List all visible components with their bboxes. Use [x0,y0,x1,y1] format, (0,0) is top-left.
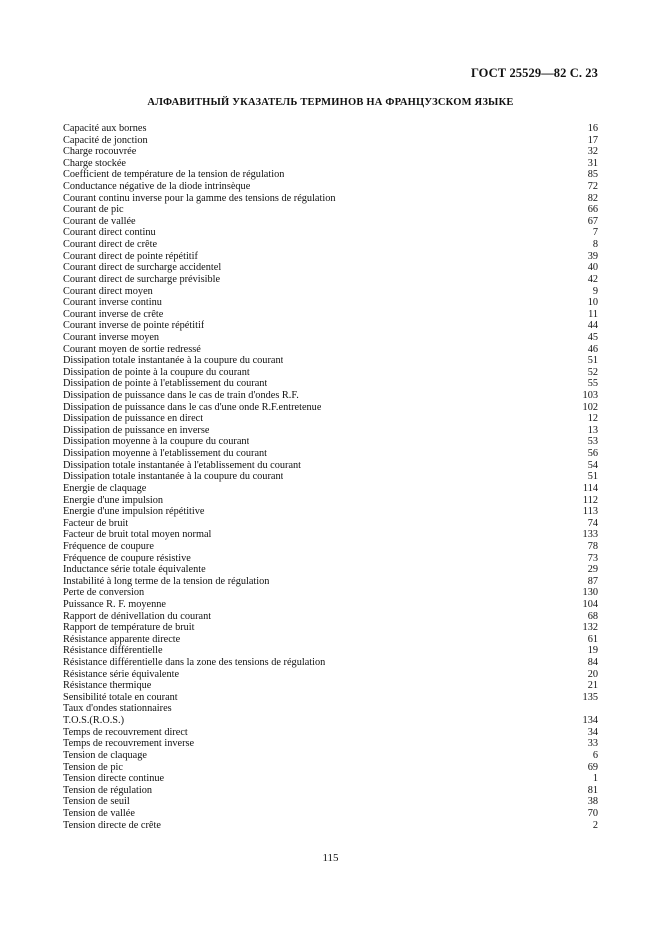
index-entry [63,320,598,332]
index-entry-page: 31 [587,157,598,169]
index-entry-term: Capacité de jonction [63,134,148,146]
index-entry [63,367,598,379]
index-entry-page: 17 [587,134,598,146]
index-entry-page: 52 [587,366,598,378]
index-entry [63,808,598,820]
index-entry-page: 102 [582,401,598,413]
index-entry-term: Instabilité à long terme de la tension de régulation [63,575,270,587]
index-entry-page: 130 [582,587,598,599]
index-entry-page: 32 [587,146,598,158]
index-entry-page: 7 [592,227,598,239]
index-entry [63,355,598,367]
index-entry [63,344,598,356]
index-entry-term: Courant inverse de pointe répétitif [63,320,205,332]
index-entry-term: Dissipation totale instantanée à l'etablissement du courant [63,459,302,471]
index-entry [63,251,598,263]
index-entry-term: Facteur de bruit total moyen normal [63,529,212,541]
index-entry [63,402,598,414]
index-entry-page: 87 [587,575,598,587]
index-entry-page: 68 [587,610,598,622]
index-entry-page: 40 [587,262,598,274]
index-entry [63,239,598,251]
index-entry-page: 54 [587,459,598,471]
index-entry-term: Dissipation totale instantanée à la coupure du courant [63,471,284,483]
index-entry [63,436,598,448]
index-entry-term: Courant de vallée [63,215,136,227]
index-entry-term: Sensibilité totale en courant [63,691,178,703]
index-entry [63,123,598,135]
index-entry [63,715,598,727]
index-entry-page: 135 [582,691,598,703]
index-entry-page: 69 [587,761,598,773]
index-entry-term: Charge stockée [63,157,126,169]
index-entry [63,378,598,390]
index-entry [63,680,598,692]
index-entry [63,587,598,599]
index-entry-term: Courant inverse continu [63,297,162,309]
index-entry-page: 81 [587,784,598,796]
index-entry [63,297,598,309]
index-entry-page: 103 [582,390,598,402]
index-entry [63,332,598,344]
term-index-list [63,123,598,831]
index-entry-page: 45 [587,331,598,343]
index-entry [63,448,598,460]
index-entry-term: Tension directe continue [63,773,165,785]
index-entry-term: Tension de vallée [63,807,135,819]
index-entry-page: 133 [582,529,598,541]
index-entry-page: 82 [587,192,598,204]
index-entry-term: Capacité aux bornes [63,123,147,134]
page-number: 115 [322,852,339,864]
index-entry-page: 85 [587,169,598,181]
index-entry-page: 67 [587,215,598,227]
index-entry [63,599,598,611]
index-entry-term: Courant direct continu [63,227,156,239]
index-entry [63,262,598,274]
index-entry-page: 112 [582,494,598,506]
index-entry [63,204,598,216]
index-entry [63,634,598,646]
index-entry [63,460,598,472]
index-entry [63,483,598,495]
index-entry-page: 74 [587,517,598,529]
index-entry [63,309,598,321]
index-title: АЛФАВИТНЫЙ УКАЗАТЕЛЬ ТЕРМИНОВ НА ФРАНЦУЗСКОМ ЯЗЫКЕ [147,97,514,108]
index-entry [63,657,598,669]
index-entry [63,495,598,507]
index-entry [63,529,598,541]
index-entry-term: Courant direct moyen [63,285,153,297]
index-entry-page: 2 [592,819,598,831]
index-entry-page: 10 [587,297,598,309]
index-entry-page: 55 [587,378,598,390]
index-entry-term: Courant direct de crête [63,239,158,251]
index-entry-page: 70 [587,807,598,819]
index-entry [63,135,598,147]
index-entry [63,669,598,681]
index-entry-page: 51 [587,355,598,367]
index-entry [63,506,598,518]
index-entry-term: Résistance différentielle dans la zone des tensions de régulation [63,657,326,669]
index-entry-term: Puissance R. F. moyenne [63,598,166,610]
index-entry [63,703,598,715]
index-entry [63,773,598,785]
index-entry-term: Dissipation moyenne à la coupure du courant [63,436,250,448]
index-entry-page: 114 [582,482,598,494]
index-entry-page: 42 [587,273,598,285]
index-entry [63,738,598,750]
index-entry-term: Coefficient de température de la tension de régulation [63,169,285,181]
index-entry-page: 19 [587,645,598,657]
index-entry-term: Courant de pic [63,204,124,216]
index-entry-term: Rapport de température de bruit [63,622,195,634]
index-entry-page: 9 [592,285,598,297]
index-entry-term: Dissipation de puissance en inverse [63,424,210,436]
index-entry [63,181,598,193]
index-entry [63,286,598,298]
index-entry [63,216,598,228]
index-entry-page: 61 [587,633,598,645]
index-entry-term: Courant direct de pointe répétitif [63,250,198,262]
index-entry-page: 134 [582,715,598,727]
index-entry-term: Dissipation de puissance dans le cas de train d'ondes R.F. [63,390,299,402]
index-entry-page: 104 [582,598,598,610]
index-entry-term: Dissipation de puissance dans le cas d'une onde R.F.entretenue [63,401,322,413]
index-entry-term: Dissipation moyenne à l'etablissement du courant [63,448,268,460]
index-entry [63,750,598,762]
index-entry [63,425,598,437]
index-entry-term: Résistance apparente directe [63,633,181,645]
index-entry-page: 13 [587,424,598,436]
index-entry-page: 29 [587,564,598,576]
index-entry [63,413,598,425]
index-entry-term: Dissipation de puissance en direct [63,413,204,425]
index-entry [63,471,598,483]
index-entry-term: Energie d'une impulsion répétitive [63,506,205,518]
index-entry-page: 72 [587,181,598,193]
index-entry-page: 78 [587,540,598,552]
index-entry [63,796,598,808]
index-entry-term: Dissipation de pointe à la coupure du courant [63,366,250,378]
index-entry-term: Energie de claquage [63,482,147,494]
index-entry-term: Taux d'ondes stationnaires [63,703,172,715]
index-entry-term: Courant inverse de crête [63,308,164,320]
index-entry-term: Rapport de dénivellation du courant [63,610,212,622]
index-entry-term: T.O.S.(R.O.S.) [63,715,125,727]
index-entry [63,645,598,657]
index-entry [63,146,598,158]
index-entry-page: 8 [592,239,598,251]
index-entry [63,541,598,553]
index-entry-page: 1 [592,773,598,785]
index-entry-page: 73 [587,552,598,564]
index-entry [63,390,598,402]
index-entry-term: Courant inverse moyen [63,331,160,343]
index-entry-term: Dissipation totale instantanée à la coupure du courant [63,355,284,367]
index-entry [63,274,598,286]
index-entry-page: 84 [587,657,598,669]
index-entry [63,169,598,181]
index-entry-term: Courant moyen de sortie redressé [63,343,201,355]
index-entry [63,227,598,239]
index-entry-term: Tension de seuil [63,796,130,808]
index-entry-page: 34 [587,726,598,738]
index-entry-page: 12 [587,413,598,425]
index-entry [63,564,598,576]
index-entry-term: Résistance différentielle [63,645,163,657]
index-entry-page: 46 [587,343,598,355]
index-entry-term: Energie d'une impulsion [63,494,164,506]
index-entry-page: 16 [587,123,598,134]
index-entry-page: 11 [588,308,598,320]
index-entry-page: 44 [587,320,598,332]
index-entry-page: 38 [587,796,598,808]
index-entry-page: 20 [587,668,598,680]
index-entry-term: Inductance série totale équivalente [63,564,206,576]
index-entry [63,518,598,530]
index-entry [63,762,598,774]
index-entry-term: Fréquence de coupure [63,540,154,552]
index-entry-term: Résistance série équivalente [63,668,180,680]
index-entry-term: Temps de recouvrement direct [63,726,188,738]
index-entry-term: Dissipation de pointe à l'etablissement du courant [63,378,268,390]
index-entry-term: Courant continu inverse pour la gamme des tensions de régulation [63,192,336,204]
index-entry-page: 132 [582,622,598,634]
index-entry [63,820,598,832]
index-entry [63,158,598,170]
index-entry-page: 56 [587,448,598,460]
index-entry-page: 21 [587,680,598,692]
index-entry [63,611,598,623]
index-entry-term: Résistance thermique [63,680,152,692]
index-entry [63,553,598,565]
index-entry-page: 53 [587,436,598,448]
index-entry-term: Fréquence de coupure résistive [63,552,191,564]
index-entry-term: Courant direct de surcharge accidentel [63,262,222,274]
index-entry-term: Temps de recouvrement inverse [63,738,195,750]
running-header: ГОСТ 25529—82 С. 23 [470,66,598,80]
index-entry [63,622,598,634]
index-entry-term: Perte de conversion [63,587,145,599]
index-entry [63,785,598,797]
index-entry [63,576,598,588]
index-entry [63,692,598,704]
index-entry-page: 33 [587,738,598,750]
index-entry-term: Tension de régulation [63,784,153,796]
index-entry-term: Facteur de bruit [63,517,129,529]
index-entry-term: Tension de claquage [63,749,147,761]
index-entry-term: Courant direct de surcharge prévisible [63,273,221,285]
index-entry-term: Conductance négative de la diode intrinsèque [63,181,251,193]
index-entry [63,727,598,739]
index-entry-page: 39 [587,250,598,262]
index-entry-term: Charge rocouvrée [63,146,137,158]
index-entry-term: Tension de pic [63,761,123,773]
index-entry-page: 51 [587,471,598,483]
index-entry-page: 113 [582,506,598,518]
index-entry-term: Tension directe de crête [63,819,161,831]
index-entry [63,193,598,205]
index-entry-page: 6 [592,749,598,761]
index-entry-page: 66 [587,204,598,216]
